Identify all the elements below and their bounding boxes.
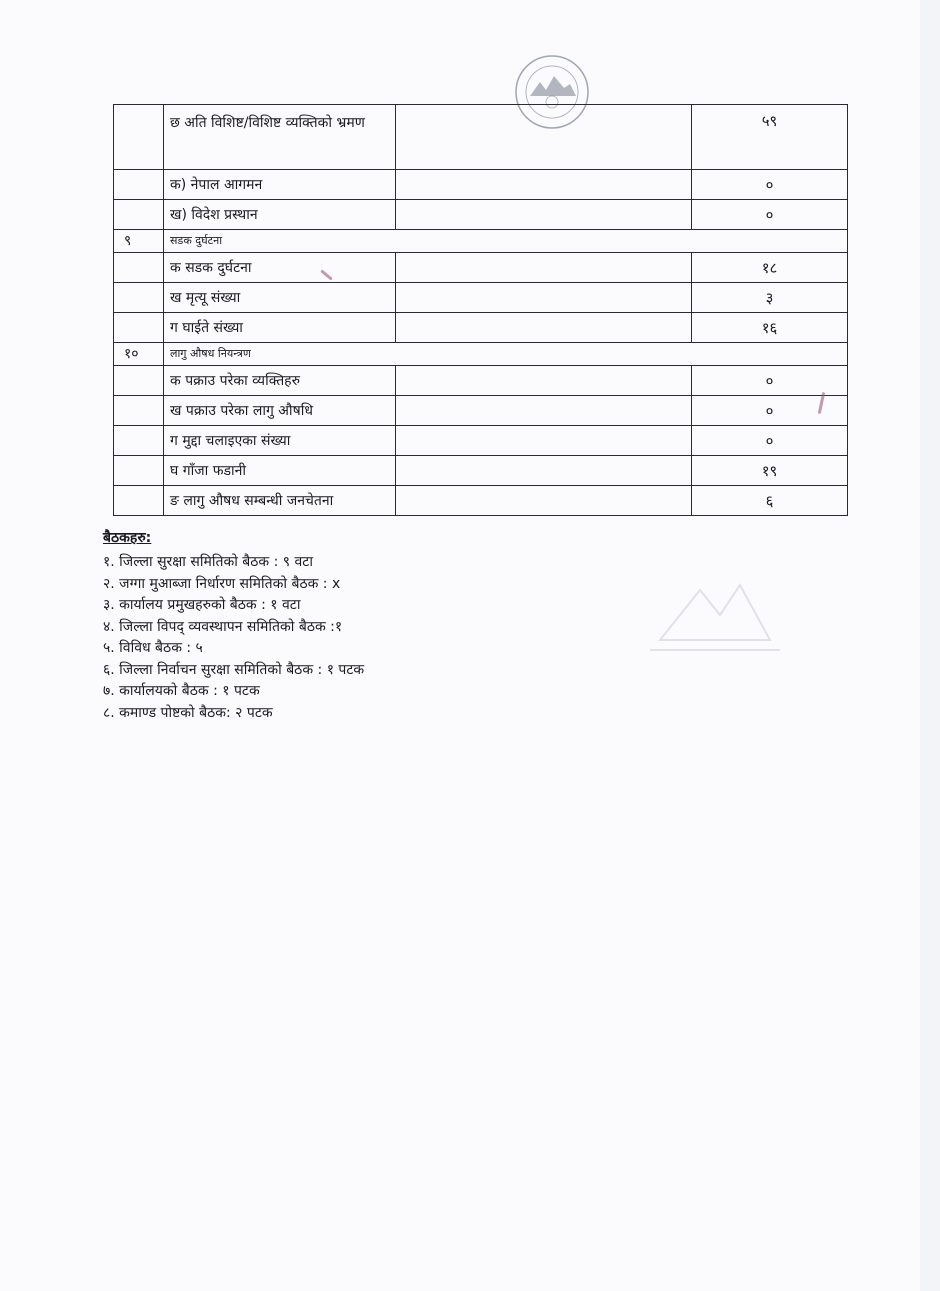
row-label: घ गाँजा फडानी [164,456,396,486]
blank-cell [396,283,692,313]
row-value: ० [692,170,848,200]
blank-cell [396,366,692,396]
meeting-item: ५. विविध बैठक : ५ [103,640,203,656]
row-label: ङ लागु औषध सम्बन्धी जनचेतना [164,486,396,516]
section-heading: सडक दुर्घटना [164,230,848,253]
meeting-item: १. जिल्ला सुरक्षा समितिको बैठक : ९ वटा [103,554,313,570]
row-value: १६ [692,313,848,343]
table-row [114,396,848,426]
row-value: ० [692,426,848,456]
table-row [114,105,848,170]
table-row [114,170,848,200]
row-label: क सडक दुर्घटना [164,253,396,283]
page-edge [920,0,940,1291]
row-number [114,105,164,170]
row-number [114,366,164,396]
row-value: ६ [692,486,848,516]
table-section-row [114,230,848,253]
row-value: ० [692,200,848,230]
table-row [114,200,848,230]
row-value: १९ [692,456,848,486]
blank-cell [396,426,692,456]
row-number [114,313,164,343]
table-section-row [114,343,848,366]
table-row [114,283,848,313]
row-label: क पक्राउ परेका व्यक्तिहरु [164,366,396,396]
meetings-title: बैठकहरु: [103,530,152,546]
blank-cell [396,396,692,426]
row-number [114,456,164,486]
row-label: ख पक्राउ परेका लागु औषधि [164,396,396,426]
table-row [114,366,848,396]
row-number [114,170,164,200]
meetings-section [103,528,703,724]
row-number [114,283,164,313]
meeting-item: २. जग्गा मुआब्जा निर्धारण समितिको बैठक : x [103,575,341,592]
table-row [114,426,848,456]
table-row [114,486,848,516]
row-value: ० [692,396,848,426]
row-number [114,396,164,426]
row-number: १० [114,343,164,366]
blank-cell [396,486,692,516]
blank-cell [396,105,692,170]
row-number: ९ [114,230,164,253]
meeting-item: ३. कार्यालय प्रमुखहरुको बैठक : १ वटा [103,597,301,613]
meeting-item: ४. जिल्ला विपद् व्यवस्थापन समितिको बैठक :१ [103,618,343,635]
meeting-item: ८. कमाण्ड पोष्टको बैठक: २ पटक [103,704,273,721]
table-row [114,253,848,283]
row-value: ० [692,366,848,396]
report-table [113,104,848,516]
blank-cell [396,170,692,200]
section-heading: लागु औषध नियन्त्रण [164,343,848,366]
blank-cell [396,456,692,486]
row-label: ख) विदेश प्रस्थान [164,200,396,230]
row-number [114,486,164,516]
row-number [114,200,164,230]
meeting-item: ७. कार्यालयको बैठक : १ पटक [103,683,260,699]
blank-cell [396,253,692,283]
blank-cell [396,313,692,343]
row-number [114,426,164,456]
row-value: ३ [692,283,848,313]
row-label: क) नेपाल आगमन [164,170,396,200]
row-label: ग घाईते संख्या [164,313,396,343]
table-row [114,456,848,486]
row-value: १८ [692,253,848,283]
table-row [114,313,848,343]
meeting-item: ६. जिल्ला निर्वाचन सुरक्षा समितिको बैठक : १ पटक [103,661,365,678]
row-label: छ अति विशिष्ट/विशिष्ट व्यक्तिको भ्रमण [164,105,396,170]
row-number [114,253,164,283]
row-label: ग मुद्दा चलाइएका संख्या [164,426,396,456]
blank-cell [396,200,692,230]
meetings-list [103,552,703,724]
row-label: ख मृत्यू संख्या [164,283,396,313]
row-value: ५९ [692,105,848,170]
